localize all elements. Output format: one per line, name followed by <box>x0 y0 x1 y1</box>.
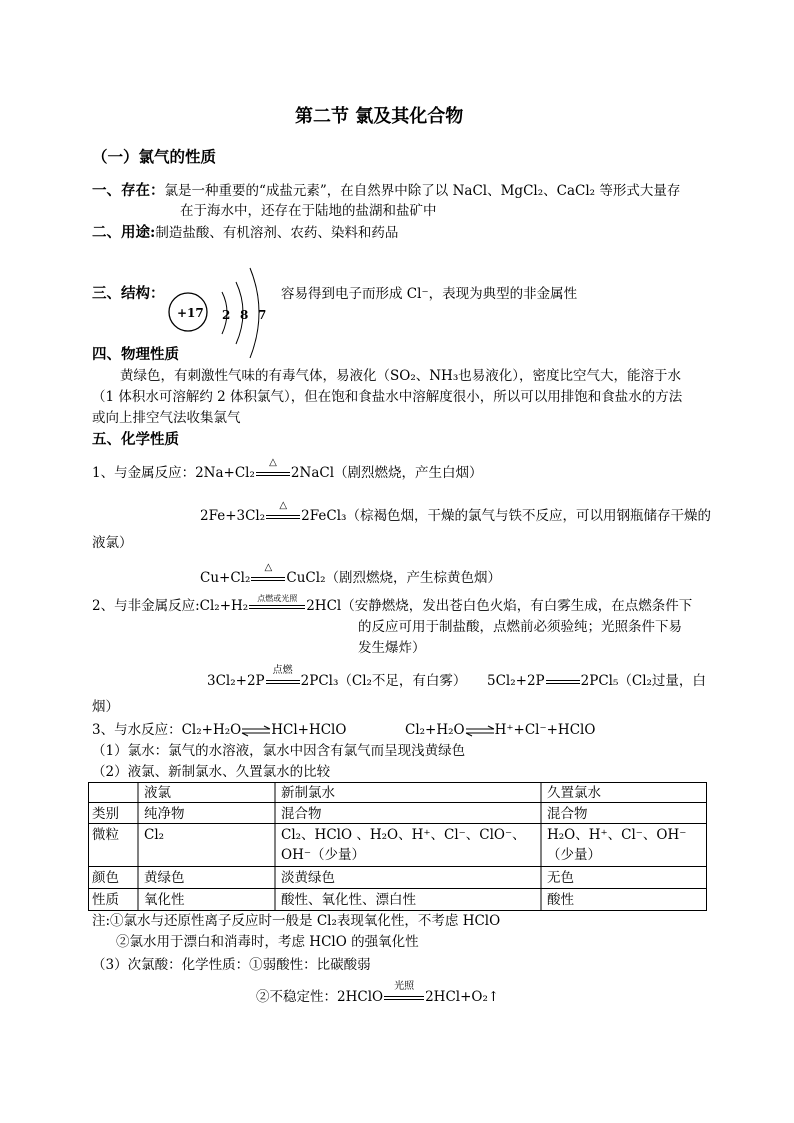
table-cell: 纯净物 <box>144 806 185 822</box>
metal-reaction-3 <box>200 561 501 586</box>
metal-r2-note: （棕褐色烟，干燥的氯气与铁不反应，可以用钢瓶储存干燥的 <box>346 508 711 524</box>
metal-reaction-1 <box>92 456 483 481</box>
nonmetal-r1-note1: （安静燃烧，发出苍白色火焰，有白雾生成，在点燃条件下 <box>341 598 693 614</box>
metal-r2-continuation: 液氯） <box>92 535 133 551</box>
nonmetal-r2-note: （Cl₂不足，有白雾） <box>338 673 467 689</box>
note-4-left: ②不稳定性：2HClO <box>256 989 384 1005</box>
metal-r3-note: （剧烈燃烧，产生棕黄色烟） <box>325 570 501 586</box>
equals-sign <box>256 456 290 480</box>
nucleus-charge: +17 <box>177 306 204 320</box>
nonmetal-r3-right: 2PCl₅ <box>580 673 619 689</box>
physical-line3: 或向上排空气法收集氯气 <box>92 410 241 426</box>
condition: △ <box>264 561 273 573</box>
metal-r2-left: 2Fe+3Cl₂ <box>200 508 266 524</box>
table-cell: 氧化性 <box>144 892 185 908</box>
nonmetal-reaction-2 <box>207 664 467 689</box>
table-cell: 无色 <box>547 870 574 886</box>
header-cell-empty <box>88 782 138 803</box>
table-cell: Cl₂ <box>144 827 165 843</box>
section-heading: （一）氯气的性质 <box>92 147 217 166</box>
nonmetal-reaction-3 <box>487 673 706 689</box>
nonmetal-r3-continuation: 烟） <box>92 699 119 715</box>
table-cell: 黄绿色 <box>144 870 185 886</box>
reversible-arrow-icon <box>465 725 495 737</box>
table-row-label: 性质 <box>92 892 119 908</box>
exist-line2: 在于海水中，还存在于陆地的盐湖和盐矿中 <box>180 203 437 219</box>
note-4-right: 2HCl+O₂↑ <box>425 989 500 1005</box>
reversible-arrow-icon <box>241 725 271 737</box>
water-intro: 3、与水反应： <box>92 722 182 738</box>
table-row-label: 微粒 <box>92 827 119 843</box>
table-row-label: 类别 <box>92 806 119 822</box>
note-1: 注:①氯水与还原性离子反应时一般是 Cl₂表现氧化性，不考虑 HClO <box>92 913 501 929</box>
table-row-label: 颜色 <box>92 870 119 886</box>
equals-sign <box>266 499 300 523</box>
equals-sign <box>266 664 300 688</box>
condition: △ <box>279 499 288 511</box>
condition: △ <box>269 456 277 468</box>
metal-r3-left: Cu+Cl₂ <box>200 570 251 586</box>
structure-label: 三、结构： <box>92 285 165 302</box>
shell-1-count: 2 <box>222 308 231 322</box>
table-cell: 酸性 <box>547 892 574 908</box>
comparison-table <box>88 782 707 911</box>
header-cell-fresh-chlorine-water: 新制氯水 <box>281 785 335 801</box>
shell-2-count: 8 <box>240 308 249 322</box>
water-item-1: （1）氯水：氯气的水溶液，氯水中因含有氯气而呈现浅黄绿色 <box>92 743 466 759</box>
nonmetal-r1-left: Cl₂+H₂ <box>199 598 249 614</box>
metal-reaction-2 <box>200 499 711 524</box>
condition: 点燃 <box>272 664 293 676</box>
water-reaction-2 <box>405 722 595 738</box>
nonmetal-r2-left: 3Cl₂+2P <box>207 673 265 689</box>
physical-label: 四、物理性质 <box>92 346 179 363</box>
equals-sign <box>546 676 580 688</box>
equals-sign <box>249 593 305 613</box>
water-item-2: （2）液氯、新制氯水、久置氯水的比较 <box>92 764 331 780</box>
structure-text: 容易得到电子而形成 Cl⁻，表现为典型的非金属性 <box>281 286 578 302</box>
nonmetal-intro: 2、与非金属反应: <box>92 598 200 614</box>
exist-line1 <box>92 182 680 199</box>
page-title: 第二节 氯及其化合物 <box>295 106 464 127</box>
table-cell: Cl₂、HClO 、H₂O、H⁺、Cl⁻、ClO⁻、OH⁻（少量） <box>281 827 526 863</box>
metal-intro: 1、与金属反应： <box>92 465 196 481</box>
note-4 <box>256 980 500 1005</box>
equals-sign <box>251 561 285 585</box>
note-2: ②氯水用于漂白和消毒时，考虑 HClO 的强氧化性 <box>116 934 419 950</box>
metal-r3-right: CuCl₂ <box>286 570 326 586</box>
nonmetal-r1-note3: 发生爆炸） <box>358 640 426 656</box>
water-reaction-1 <box>92 722 346 738</box>
physical-line2: （1 体积水可溶解约 2 体积氯气），但在饱和食盐水中溶解度很小，所以可以用排饱和食盐水的方法 <box>92 389 683 405</box>
shell-3-count: 7 <box>258 308 267 322</box>
usage-text: 制造盐酸、有机溶剂、农药、染料和药品 <box>155 225 399 241</box>
water-r2-left: Cl₂+H₂O <box>405 722 465 738</box>
water-r2-right: H⁺+Cl⁻+HClO <box>494 722 596 738</box>
nonmetal-reaction-1 <box>92 593 693 614</box>
metal-r1-left: 2Na+Cl₂ <box>195 465 255 481</box>
nonmetal-r2-right: 2PCl₃ <box>300 673 339 689</box>
physical-line1: 黄绿色，有刺激性气味的有毒气体，易液化（SO₂、NH₃也易液化），密度比空气大，能溶于水 <box>120 368 681 384</box>
water-r1-right: HCl+HClO <box>271 722 347 738</box>
chemical-label: 五、化学性质 <box>92 431 179 448</box>
water-r1-left: Cl₂+H₂O <box>181 722 242 738</box>
exist-text1: 氯是一种重要的“成盐元素”，在自然界中除了以 NaCl、MgCl₂、CaCl₂ 等形式大量存 <box>164 183 681 199</box>
table-cell: 混合物 <box>547 806 588 822</box>
header-cell-liquid-chlorine: 液氯 <box>144 785 171 801</box>
nonmetal-r1-note2: 的反应可用于制盐酸，点燃前必须验纯；光照条件下易 <box>358 619 682 635</box>
nonmetal-r3-note: （Cl₂过量，白 <box>618 673 706 689</box>
table-cell: 混合物 <box>281 806 322 822</box>
exist-label: 一、存在： <box>92 182 165 199</box>
condition: 点燃或光照 <box>257 593 298 603</box>
nonmetal-r1-right: 2HCl <box>306 598 342 614</box>
usage-line <box>92 224 398 241</box>
table-cell: 酸性、氧化性、漂白性 <box>281 892 416 908</box>
condition: 光照 <box>394 980 415 992</box>
nonmetal-r3-left: 5Cl₂+2P <box>487 673 545 689</box>
equals-sign <box>384 980 424 1004</box>
table-cell: 淡黄绿色 <box>281 870 335 886</box>
usage-label: 二、用途: <box>92 224 156 241</box>
metal-r1-right: 2NaCl <box>290 465 335 481</box>
note-3: （3）次氯酸：化学性质：①弱酸性：比碳酸弱 <box>92 957 371 973</box>
table-cell: H₂O、H⁺、Cl⁻、OH⁻（少量） <box>547 827 687 863</box>
metal-r2-right: 2FeCl₃ <box>301 508 347 524</box>
metal-r1-note: （剧烈燃烧，产生白烟） <box>334 465 483 481</box>
header-cell-aged-chlorine-water: 久置氯水 <box>547 785 601 801</box>
